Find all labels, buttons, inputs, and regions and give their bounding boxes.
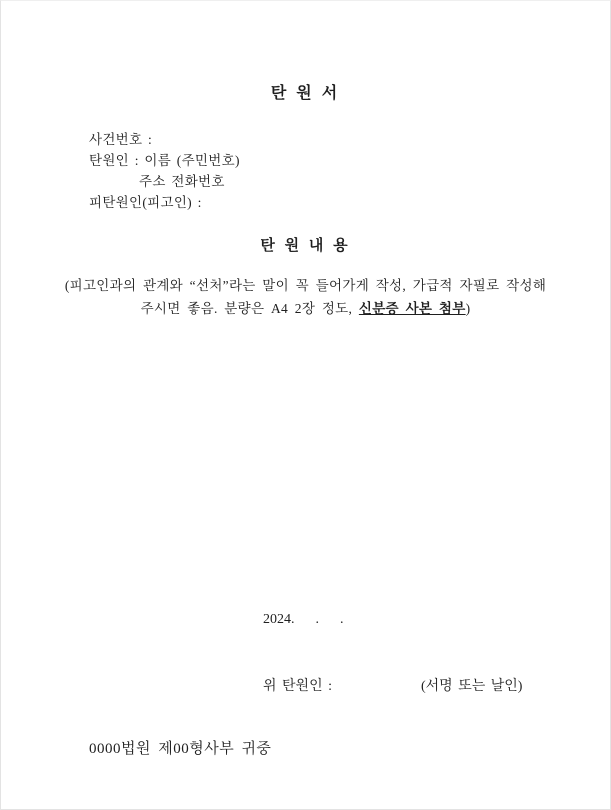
date-line: 2024. . .: [263, 612, 344, 627]
document-title: 탄 원 서: [270, 85, 341, 102]
field-case-number: 사건번호 :: [89, 132, 153, 147]
instruction-note-line2-close: ): [465, 301, 471, 316]
instruction-note-line1: [41, 274, 570, 297]
instruction-note: [41, 274, 570, 320]
signature-label: 위 탄원인 :: [263, 679, 332, 694]
id-copy-attachment-emphasis: 신분증 사본 첨부: [358, 301, 466, 316]
field-petitioner-address: 주소 전화번호: [139, 174, 225, 189]
recipient-court-line: 0000법원 제00형사부 귀중: [89, 741, 272, 757]
instruction-note-line2: [41, 297, 570, 320]
signature-hint: (서명 또는 날인): [421, 679, 523, 694]
content-section-heading: 탄 원 내 용: [260, 238, 351, 254]
instruction-note-line2-text: 주시면 좋음. 분량은 A4 2장 정도,: [140, 301, 359, 316]
field-petitioner: 탄원인 : 이름 (주민번호): [89, 153, 240, 168]
field-respondent: 피탄원인(피고인) :: [89, 195, 202, 210]
instruction-note-line1-text: (피고인과의 관계와 “선처”라는 말이 꼭 들어가게 작성, 가급적 자필로 작성해: [64, 278, 547, 293]
